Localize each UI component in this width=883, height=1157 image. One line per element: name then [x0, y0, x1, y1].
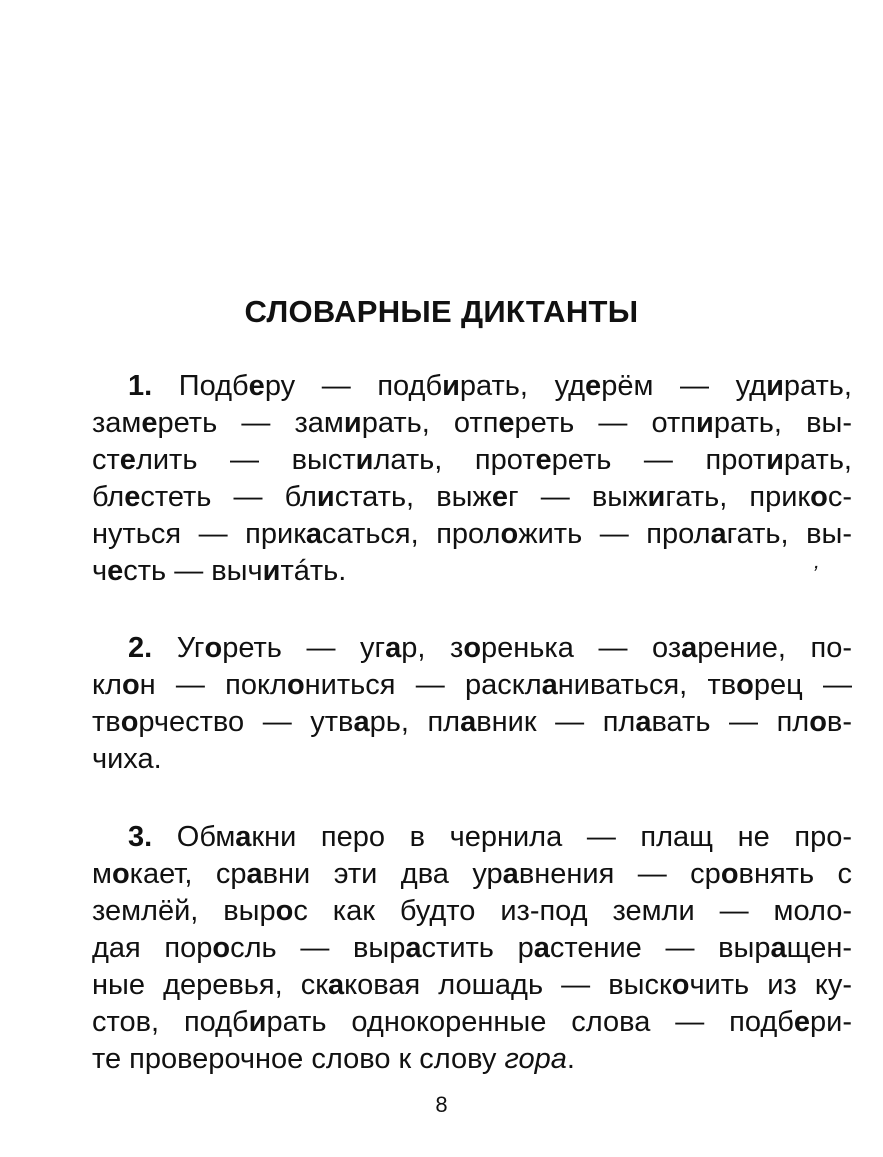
dictation-1-line-4: блестеть — блистать, выжег — выжигать, прикос-	[92, 481, 852, 513]
page-title: СЛОВАРНЫЕ ДИКТАНТЫ	[244, 294, 639, 329]
dictation-2-line-3: творчество — утварь, плавник — плавать — плов-	[92, 706, 852, 738]
dictation-2-line-4: чиха.	[92, 743, 162, 775]
dictation-3-line-1: 3. Обмакни перо в чернила — плащ не про-	[128, 821, 852, 853]
dictation-3-line-2: мокает, сравни эти два уравнения — сровнять с	[92, 858, 852, 890]
dictation-1-line-5: нуться — прикасаться, проложить — пролагать, вы-	[92, 518, 852, 550]
dictation-1	[92, 368, 852, 590]
page-number: 8	[435, 1092, 448, 1117]
dictation-2-line-2: клон — поклониться — раскланиваться, творец —	[92, 669, 852, 701]
dictation-3-line-6: стов, подбирать однокоренные слова — подбери-	[92, 1006, 852, 1038]
dictation-2	[92, 630, 852, 778]
dictation-3	[92, 819, 852, 1078]
dictation-1-line-6: честь — вычитáть.	[92, 555, 347, 587]
dictation-2-line-1: 2. Угореть — угар, зоренька — озарение, по-	[128, 632, 852, 664]
dictation-3-line-7: те проверочное слово к слову гора.	[92, 1043, 575, 1075]
dictation-1-line-3: стелить — выстилать, протереть — протирать,	[92, 444, 852, 476]
dictation-1-line-2: замереть — замирать, отпереть — отпирать, вы-	[92, 407, 852, 439]
dictation-3-line-3: землёй, вырос как будто из-под земли — моло-	[92, 895, 852, 927]
accent-mark: ʼ	[812, 562, 817, 587]
dictation-3-line-5: ные деревья, скаковая лошадь — выскочить из ку-	[92, 969, 853, 1001]
dictation-1-line-1: 1. Подберу — подбирать, удерём — удирать,	[128, 370, 852, 402]
dictation-3-line-4: дая поросль — вырастить растение — выращен-	[92, 932, 853, 964]
